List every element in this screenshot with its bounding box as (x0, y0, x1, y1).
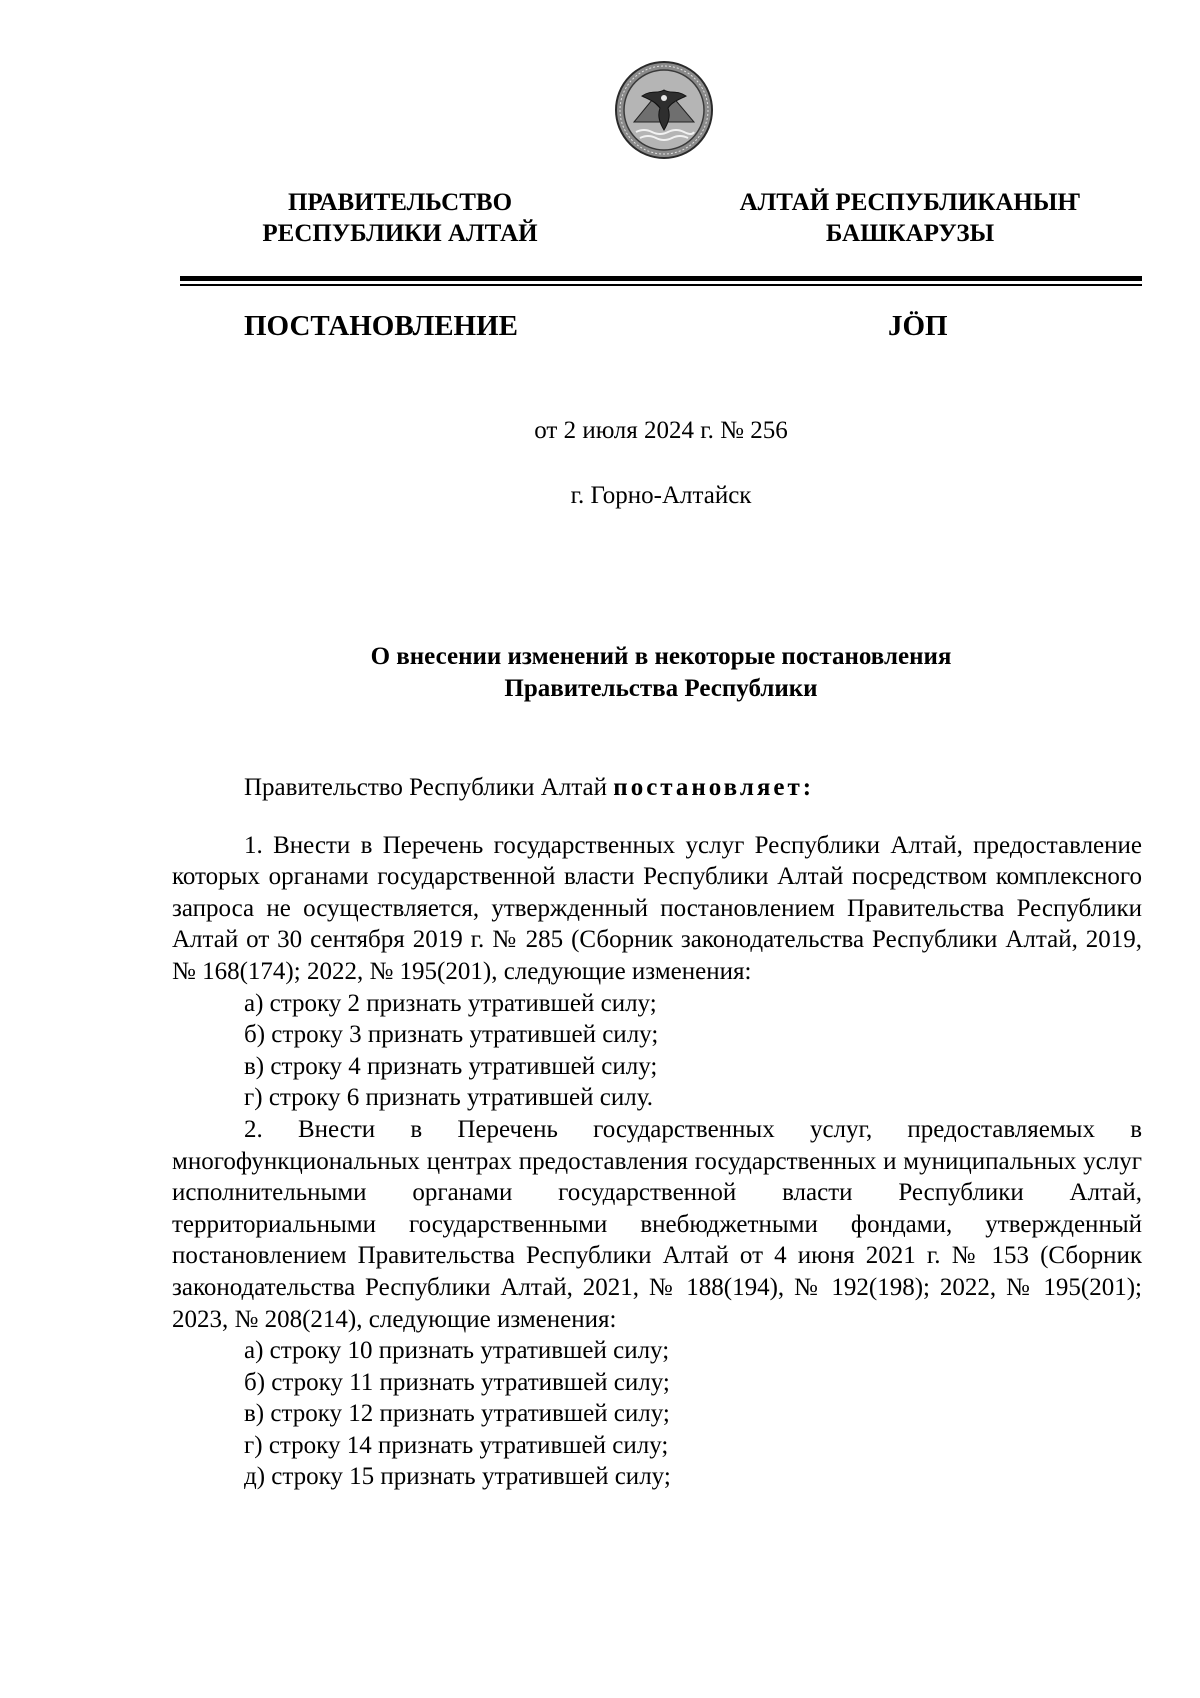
preamble-emphasis: постановляет: (613, 774, 815, 801)
item2-sub-e: д) строку 15 признать утратившей силу; (244, 1463, 671, 1491)
header-divider-thick (180, 276, 1142, 281)
document-city: г. Горно-Алтайск (570, 482, 752, 509)
item2-paragraph: 2. Внести в Перечень государственных услуг, предоставляемых в многофункциональных центрах предоставления государственных и муниципальных услуг исполнительными органами государственной власти Республики Алтай, территориальными государственными внебюджетными фондами, утвержденный постановлением Правительства Республики Алтай от 4 июня 2021 г. № 153 (Сборник законодательства Республики Алтай, 2021, № 188(194), № 192(198); 2022, № 195(201); 2023, № 208(214), следующие изменения: (172, 1115, 1142, 1333)
preamble-text: Правительство Республики Алтай (244, 774, 614, 801)
title-line2: Правительства Республики (504, 675, 818, 702)
document-date-number: от 2 июля 2024 г. № 256 (534, 417, 788, 444)
item2-sub-c: в) строку 12 признать утратившей силу; (244, 1400, 670, 1428)
header-right (700, 187, 1120, 249)
item2-sub-a: а) строку 10 признать утратившей силу; (244, 1337, 670, 1365)
coat-of-arms-icon (614, 60, 714, 160)
header-left-line1: ПРАВИТЕЛЬСТВО (287, 189, 513, 216)
item1-paragraph: 1. Внести в Перечень государственных услуг Республики Алтай, предоставление которых органами государственной власти Республики Алтай посредством комплексного запроса не осуществляется, утвержденный постановлением Правительства Республики Алтай от 30 сентября 2019 г. № 285 (Сборник законодательства Республики Алтай, 2019, № 168(174); 2022, № 195(201), следующие изменения: (172, 831, 1142, 985)
item2-sub-b: б) строку 11 признать утратившей силу; (244, 1368, 670, 1396)
item1-sub-d: г) строку 6 признать утратившей силу. (244, 1084, 653, 1112)
preamble (172, 772, 1142, 804)
title-line1: О внесении изменений в некоторые постановления (370, 643, 952, 670)
item1-sub-b: б) строку 3 признать утратившей силу; (244, 1021, 659, 1049)
item1-sub-a: а) строку 2 признать утратившей силу; (244, 989, 657, 1017)
header-left (200, 187, 600, 249)
doc-type-altai: JÖП (888, 310, 948, 342)
item1-sub-c: в) строку 4 признать утратившей силу; (244, 1052, 658, 1080)
document-body (172, 772, 1142, 1493)
header-divider-thin (180, 284, 1142, 286)
doc-type-russian: ПОСТАНОВЛЕНИЕ (244, 310, 519, 342)
header-right-line2: БАШКАРУЗЫ (825, 220, 995, 247)
item2-sub-d: г) строку 14 признать утратившей силу; (244, 1431, 669, 1459)
header-left-line2: РЕСПУБЛИКИ АЛТАЙ (262, 220, 538, 247)
header-right-line1: АЛТАЙ РЕСПУБЛИКАНЫҤ (739, 189, 1081, 216)
document-title (180, 641, 1142, 705)
